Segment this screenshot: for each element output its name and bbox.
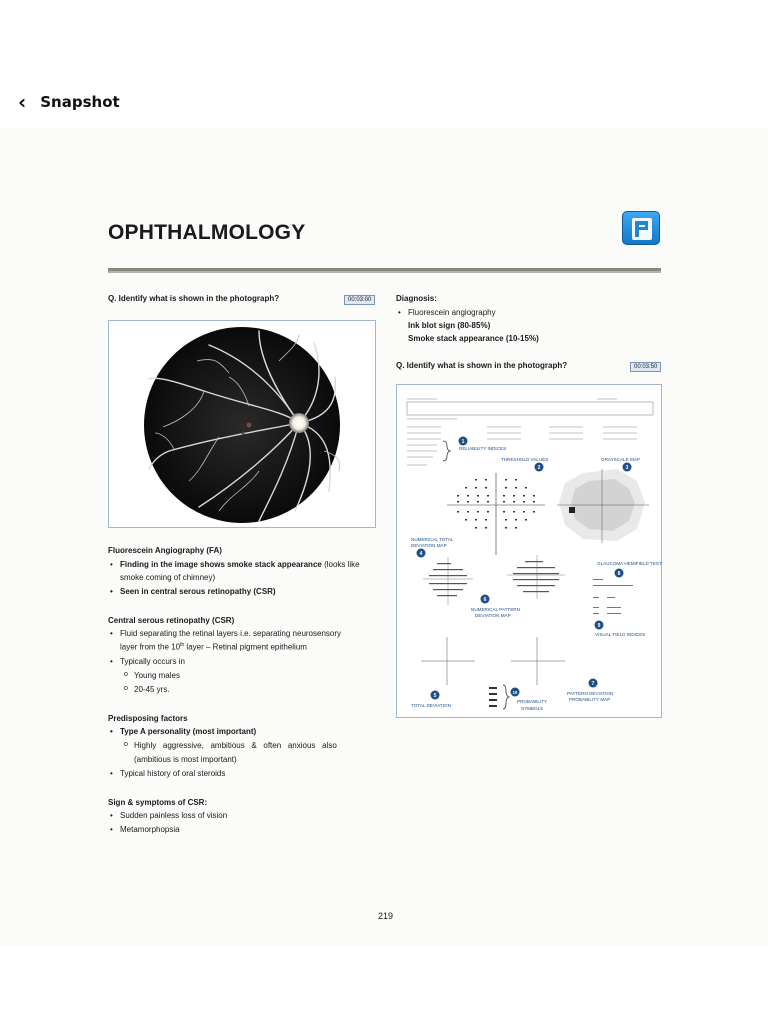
- label-probability-1: PROBABILITY: [517, 699, 548, 704]
- signs-bullet-2: • Metamorphopsia: [120, 825, 180, 834]
- diagnosis-item: • Fluorescein angiography: [408, 308, 496, 317]
- marker-8: 8: [617, 571, 621, 577]
- fa-bullet-1: • Finding in the image shows smoke stack appearance (looks like: [120, 560, 360, 569]
- label-pattern-deviation-1: PATTERN DEVIATION: [567, 691, 614, 696]
- numerical-total-deviation-map: [423, 557, 473, 605]
- csr-sub-1: o Young males: [134, 671, 180, 680]
- csr-bullet-2: • Typically occurs in: [120, 657, 185, 666]
- predisposing-sub-1-cont: (ambitious is most important): [134, 755, 237, 764]
- predisposing-heading: Predisposing factors: [108, 714, 188, 723]
- marker-9: 9: [597, 623, 601, 629]
- printout-header-lines: [407, 399, 653, 465]
- chapter-title: OPHTHALMOLOGY: [108, 221, 306, 244]
- back-button[interactable]: [18, 88, 120, 116]
- fundus-photo: [108, 320, 376, 528]
- diagnosis-heading: Diagnosis:: [396, 294, 437, 303]
- top-bar: [0, 0, 768, 70]
- brand-logo-icon: [622, 211, 660, 245]
- grayscale-map: [557, 469, 649, 543]
- diagnosis-item: Smoke stack appearance (10-15%): [408, 334, 539, 343]
- label-glaucoma: GLAUCOMA HEMIFIELD TEST: [597, 561, 662, 566]
- fa-heading: Fluorescein Angiography (FA): [108, 546, 222, 555]
- label-visual-field-indices: VISUAL FIELD INDICES: [595, 632, 646, 637]
- chevron-left-icon[interactable]: ‹: [18, 90, 27, 114]
- label-numerical-pattern-1: NUMERICAL PATTERN: [471, 607, 520, 612]
- nav-title: Snapshot: [40, 93, 120, 111]
- question-1-timer: 00:03:00: [344, 295, 375, 305]
- label-numerical-pattern-2: DEVIATION MAP: [475, 613, 511, 618]
- marker-1: 1: [461, 439, 465, 445]
- label-pattern-deviation-2: PROBABILITY MAP: [569, 697, 611, 702]
- total-deviation-plot: [421, 637, 475, 685]
- visual-field-printout: [396, 384, 662, 718]
- marker-3: 3: [625, 465, 629, 471]
- signs-bullet-1: • Sudden painless loss of vision: [120, 811, 227, 820]
- question-2: Q. Identify what is shown in the photograph?: [396, 361, 568, 370]
- label-threshold: THRESHOLD VALUES: [501, 457, 549, 462]
- question-2-timer: 00:03:50: [630, 362, 661, 372]
- label-numerical-total-1: NUMERICAL TOTAL: [411, 537, 454, 542]
- marker-2: 2: [537, 465, 541, 471]
- predisposing-bullet-1: • Type A personality (most important): [120, 727, 256, 736]
- marker-4: 4: [419, 551, 423, 557]
- threshold-values-grid: [447, 473, 545, 555]
- csr-bullet-1: • Fluid separating the retinal layers i.e. separating neurosensory: [120, 629, 341, 638]
- fa-bullet-1-cont: smoke coming of chimney): [120, 573, 216, 582]
- csr-sub-2: o 20-45 yrs.: [134, 685, 170, 694]
- csr-bullet-1-cont: layer from the 10th layer – Retinal pigment epithelium: [120, 642, 307, 652]
- bottom-bar: [0, 946, 768, 1024]
- predisposing-bullet-2: • Typical history of oral steroids: [120, 769, 225, 778]
- question-1: Q. Identify what is shown in the photograph?: [108, 294, 280, 303]
- fa-bullet-2: • Seen in central serous retinopathy (CSR): [120, 587, 276, 596]
- page-number: 219: [378, 911, 394, 921]
- csr-heading: Central serous retinopathy (CSR): [108, 616, 235, 625]
- label-probability-2: SYMBOLS: [521, 706, 544, 711]
- marker-6: 6: [483, 597, 487, 603]
- pattern-deviation-plot: [511, 637, 565, 685]
- label-grayscale: GRAYSCALE MAP: [601, 457, 640, 462]
- marker-10: 10: [512, 690, 518, 695]
- marker-7: 7: [591, 681, 595, 687]
- label-total-deviation: TOTAL DEVIATION: [411, 703, 451, 708]
- label-reliability: RELIABILITY INDICES: [459, 446, 507, 451]
- predisposing-sub-1: o Highly aggressive, ambitious & often anxious also: [134, 741, 337, 750]
- signs-heading: Sign & symptoms of CSR:: [108, 798, 208, 807]
- marker-5: 5: [433, 693, 437, 699]
- label-numerical-total-2: DEVIATION MAP: [411, 543, 447, 548]
- diagnosis-item: Ink blot sign (80-85%): [408, 321, 491, 330]
- title-divider: [108, 268, 661, 273]
